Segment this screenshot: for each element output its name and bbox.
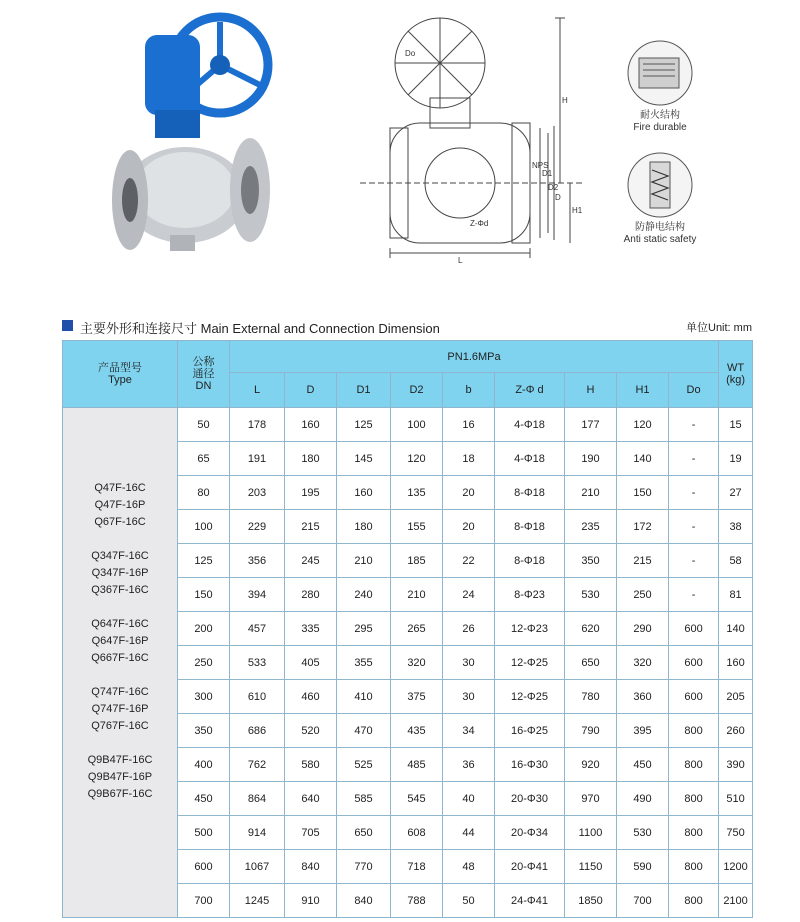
- table-cell: 150: [617, 476, 669, 510]
- table-cell: 485: [391, 748, 443, 782]
- table-cell: 686: [230, 714, 285, 748]
- table-cell: 240: [337, 578, 391, 612]
- type-model: Q9B67F-16C: [87, 788, 153, 800]
- caption-en: Anti static safety: [623, 234, 697, 245]
- anti-static-caption: [600, 222, 720, 246]
- table-cell: 780: [565, 680, 617, 714]
- table-cell: 790: [565, 714, 617, 748]
- table-cell: 140: [719, 612, 753, 646]
- table-row: [63, 408, 753, 442]
- table-cell: 177: [565, 408, 617, 442]
- table-cell: 600: [178, 850, 230, 884]
- fire-durable-detail: [625, 38, 695, 108]
- table-cell: -: [669, 442, 719, 476]
- table-cell: 1150: [565, 850, 617, 884]
- table-cell: 245: [285, 544, 337, 578]
- wt-header: [719, 341, 753, 408]
- dim-label: NPS: [532, 161, 549, 170]
- table-cell: 840: [285, 850, 337, 884]
- table-cell: 210: [565, 476, 617, 510]
- table-cell: 12-Φ25: [495, 646, 565, 680]
- table-cell: 705: [285, 816, 337, 850]
- table-cell: 910: [285, 884, 337, 918]
- table-cell: 600: [669, 680, 719, 714]
- dn-header-l1: 公称: [192, 356, 215, 368]
- table-cell: 250: [617, 578, 669, 612]
- table-cell: 4-Φ18: [495, 442, 565, 476]
- dim-label: L: [458, 256, 463, 265]
- table-body: [63, 408, 753, 918]
- table-cell: 235: [565, 510, 617, 544]
- table-cell: 394: [230, 578, 285, 612]
- table-cell: 15: [719, 408, 753, 442]
- table-cell: 24: [443, 578, 495, 612]
- table-cell: 48: [443, 850, 495, 884]
- table-cell: 650: [565, 646, 617, 680]
- table-cell: 970: [565, 782, 617, 816]
- table-cell: 800: [669, 782, 719, 816]
- type-model: [63, 735, 177, 752]
- table-cell: 191: [230, 442, 285, 476]
- table-cell: -: [669, 408, 719, 442]
- table-cell: 770: [337, 850, 391, 884]
- table-cell: 19: [719, 442, 753, 476]
- table-cell: 120: [391, 442, 443, 476]
- table-cell: 22: [443, 544, 495, 578]
- table-cell: 405: [285, 646, 337, 680]
- table-cell: 590: [617, 850, 669, 884]
- table-cell: 200: [178, 612, 230, 646]
- table-cell: 600: [669, 612, 719, 646]
- table-cell: 490: [617, 782, 669, 816]
- table-cell: 400: [178, 748, 230, 782]
- table-cell: 435: [391, 714, 443, 748]
- table-cell: 840: [337, 884, 391, 918]
- table-cell: 30: [443, 646, 495, 680]
- table-cell: 1245: [230, 884, 285, 918]
- table-cell: 190: [565, 442, 617, 476]
- table-cell: 800: [669, 850, 719, 884]
- table-cell: 1850: [565, 884, 617, 918]
- table-cell: 800: [669, 748, 719, 782]
- table-cell: 8-Φ18: [495, 544, 565, 578]
- table-cell: 718: [391, 850, 443, 884]
- dim-label: D1: [542, 169, 553, 178]
- table-cell: 750: [719, 816, 753, 850]
- table-cell: 510: [719, 782, 753, 816]
- dimension-table: [62, 340, 753, 918]
- column-header: H: [565, 373, 617, 408]
- column-header: L: [230, 373, 285, 408]
- type-model: Q67F-16C: [94, 516, 146, 528]
- column-header: D2: [391, 373, 443, 408]
- table-cell: 80: [178, 476, 230, 510]
- table-cell: 620: [565, 612, 617, 646]
- table-cell: 265: [391, 612, 443, 646]
- table-cell: 700: [617, 884, 669, 918]
- table-cell: 280: [285, 578, 337, 612]
- table-cell: -: [669, 476, 719, 510]
- section-title: 主要外形和连接尺寸 Main External and Connection Dimension: [80, 321, 440, 336]
- type-model: Q767F-16C: [91, 720, 149, 732]
- table-cell: 178: [230, 408, 285, 442]
- type-model: [63, 599, 177, 616]
- table-cell: 58: [719, 544, 753, 578]
- table-cell: 140: [617, 442, 669, 476]
- table-cell: 800: [669, 884, 719, 918]
- table-cell: 650: [337, 816, 391, 850]
- table-cell: 125: [337, 408, 391, 442]
- table-cell: 81: [719, 578, 753, 612]
- table-cell: 450: [617, 748, 669, 782]
- table-cell: 914: [230, 816, 285, 850]
- table-cell: 530: [565, 578, 617, 612]
- type-model: Q367F-16C: [91, 584, 149, 596]
- fire-durable-caption: [600, 110, 720, 134]
- table-cell: 520: [285, 714, 337, 748]
- dim-label: H1: [572, 206, 583, 215]
- table-cell: 395: [617, 714, 669, 748]
- table-cell: 580: [285, 748, 337, 782]
- type-model: Q9B47F-16C: [87, 754, 153, 766]
- table-cell: -: [669, 544, 719, 578]
- table-cell: 40: [443, 782, 495, 816]
- table-cell: 700: [178, 884, 230, 918]
- table-cell: 120: [617, 408, 669, 442]
- table-cell: 205: [719, 680, 753, 714]
- table-cell: 350: [178, 714, 230, 748]
- table-cell: 36: [443, 748, 495, 782]
- table-cell: 30: [443, 680, 495, 714]
- dn-header-l2: 通径: [192, 368, 215, 380]
- dim-label: Z-Φd: [470, 219, 489, 228]
- section-header: [62, 318, 762, 336]
- column-header: Do: [669, 373, 719, 408]
- table-cell: 457: [230, 612, 285, 646]
- table-cell: 608: [391, 816, 443, 850]
- table-cell: 125: [178, 544, 230, 578]
- table-cell: 800: [669, 816, 719, 850]
- table-cell: 20: [443, 476, 495, 510]
- table-cell: 250: [178, 646, 230, 680]
- table-cell: 50: [443, 884, 495, 918]
- table-cell: 65: [178, 442, 230, 476]
- type-header-en: Type: [108, 374, 132, 386]
- dim-label: H: [562, 96, 568, 105]
- table-cell: 1100: [565, 816, 617, 850]
- table-cell: 800: [669, 714, 719, 748]
- table-cell: 185: [391, 544, 443, 578]
- table-cell: 470: [337, 714, 391, 748]
- type-model: Q347F-16C: [91, 550, 149, 562]
- table-cell: 1067: [230, 850, 285, 884]
- table-cell: 100: [178, 510, 230, 544]
- table-cell: 500: [178, 816, 230, 850]
- type-model: Q647F-16C: [91, 618, 149, 630]
- dn-header-l3: DN: [195, 380, 212, 392]
- table-cell: 12-Φ23: [495, 612, 565, 646]
- caption-en: Fire durable: [633, 122, 687, 133]
- table-cell: 1200: [719, 850, 753, 884]
- column-header: D1: [337, 373, 391, 408]
- table-cell: 26: [443, 612, 495, 646]
- column-header: b: [443, 373, 495, 408]
- table-cell: 229: [230, 510, 285, 544]
- table-cell: 180: [285, 442, 337, 476]
- table-cell: 460: [285, 680, 337, 714]
- table-cell: 160: [285, 408, 337, 442]
- column-header: H1: [617, 373, 669, 408]
- type-model: Q9B47F-16P: [87, 771, 153, 783]
- table-cell: 375: [391, 680, 443, 714]
- table-cell: 20-Φ30: [495, 782, 565, 816]
- type-model: Q647F-16P: [91, 635, 149, 647]
- table-cell: 762: [230, 748, 285, 782]
- caption-cn: 耐火结构: [640, 110, 680, 121]
- table-cell: 290: [617, 612, 669, 646]
- table-cell: 530: [617, 816, 669, 850]
- table-cell: 585: [337, 782, 391, 816]
- table-cell: 350: [565, 544, 617, 578]
- table-cell: 135: [391, 476, 443, 510]
- table-cell: 210: [337, 544, 391, 578]
- table-cell: 16-Φ30: [495, 748, 565, 782]
- table-cell: 215: [617, 544, 669, 578]
- table-cell: 160: [719, 646, 753, 680]
- table-cell: 260: [719, 714, 753, 748]
- table-cell: 145: [337, 442, 391, 476]
- dim-label: Do: [405, 49, 416, 58]
- product-illustrations: [0, 0, 800, 300]
- table-cell: 2100: [719, 884, 753, 918]
- dimension-drawing: [350, 8, 600, 268]
- column-header: D: [285, 373, 337, 408]
- table-cell: 788: [391, 884, 443, 918]
- table-cell: 320: [391, 646, 443, 680]
- table-cell: 4-Φ18: [495, 408, 565, 442]
- square-bullet-icon: [62, 320, 73, 331]
- wt-header-l2: (kg): [726, 374, 746, 386]
- table-cell: 545: [391, 782, 443, 816]
- ball-valve-photo: [100, 10, 300, 260]
- table-cell: 16: [443, 408, 495, 442]
- table-cell: 390: [719, 748, 753, 782]
- table-cell: 450: [178, 782, 230, 816]
- table-cell: 180: [337, 510, 391, 544]
- table-cell: 20-Φ41: [495, 850, 565, 884]
- table-cell: 50: [178, 408, 230, 442]
- table-cell: 210: [391, 578, 443, 612]
- table-cell: 864: [230, 782, 285, 816]
- type-header-cn: 产品型号: [98, 362, 142, 374]
- table-cell: 610: [230, 680, 285, 714]
- type-cell: [63, 408, 178, 918]
- table-cell: 150: [178, 578, 230, 612]
- table-cell: 155: [391, 510, 443, 544]
- table-cell: 360: [617, 680, 669, 714]
- table-cell: 160: [337, 476, 391, 510]
- table-cell: 195: [285, 476, 337, 510]
- type-header: [63, 341, 178, 408]
- table-cell: 525: [337, 748, 391, 782]
- anti-static-detail: [625, 150, 695, 220]
- dim-label: D2: [548, 183, 559, 192]
- table-cell: 203: [230, 476, 285, 510]
- table-cell: 20-Φ34: [495, 816, 565, 850]
- dn-header: [178, 341, 230, 408]
- type-model: [63, 531, 177, 548]
- table-cell: 38: [719, 510, 753, 544]
- type-model: Q47F-16C: [94, 482, 146, 494]
- table-cell: -: [669, 510, 719, 544]
- type-model: Q667F-16C: [91, 652, 149, 664]
- table-cell: 335: [285, 612, 337, 646]
- table-cell: 24-Φ41: [495, 884, 565, 918]
- table-cell: 20: [443, 510, 495, 544]
- table-cell: 44: [443, 816, 495, 850]
- table-cell: 640: [285, 782, 337, 816]
- table-cell: 12-Φ25: [495, 680, 565, 714]
- table-cell: 8-Φ18: [495, 476, 565, 510]
- pn-header: PN1.6MPa: [230, 341, 719, 373]
- table-cell: 355: [337, 646, 391, 680]
- table-cell: 8-Φ23: [495, 578, 565, 612]
- table-cell: 410: [337, 680, 391, 714]
- caption-cn: 防静电结构: [635, 222, 685, 233]
- wt-header-l1: WT: [727, 362, 745, 374]
- type-model: Q747F-16C: [91, 686, 149, 698]
- table-cell: 8-Φ18: [495, 510, 565, 544]
- table-cell: 300: [178, 680, 230, 714]
- type-model: [63, 667, 177, 684]
- column-header: Z-Φ d: [495, 373, 565, 408]
- table-cell: 600: [669, 646, 719, 680]
- table-cell: -: [669, 578, 719, 612]
- table-cell: 920: [565, 748, 617, 782]
- unit-label: 单位Unit: mm: [686, 322, 752, 334]
- table-cell: 34: [443, 714, 495, 748]
- table-cell: 320: [617, 646, 669, 680]
- dim-label: D: [555, 193, 561, 202]
- table-cell: 172: [617, 510, 669, 544]
- type-model: Q47F-16P: [94, 499, 146, 511]
- table-cell: 27: [719, 476, 753, 510]
- table-cell: 100: [391, 408, 443, 442]
- type-model: Q347F-16P: [91, 567, 149, 579]
- table-cell: 18: [443, 442, 495, 476]
- table-cell: 356: [230, 544, 285, 578]
- table-cell: 215: [285, 510, 337, 544]
- table-cell: 295: [337, 612, 391, 646]
- table-cell: 533: [230, 646, 285, 680]
- table-cell: 16-Φ25: [495, 714, 565, 748]
- type-model: Q747F-16P: [91, 703, 149, 715]
